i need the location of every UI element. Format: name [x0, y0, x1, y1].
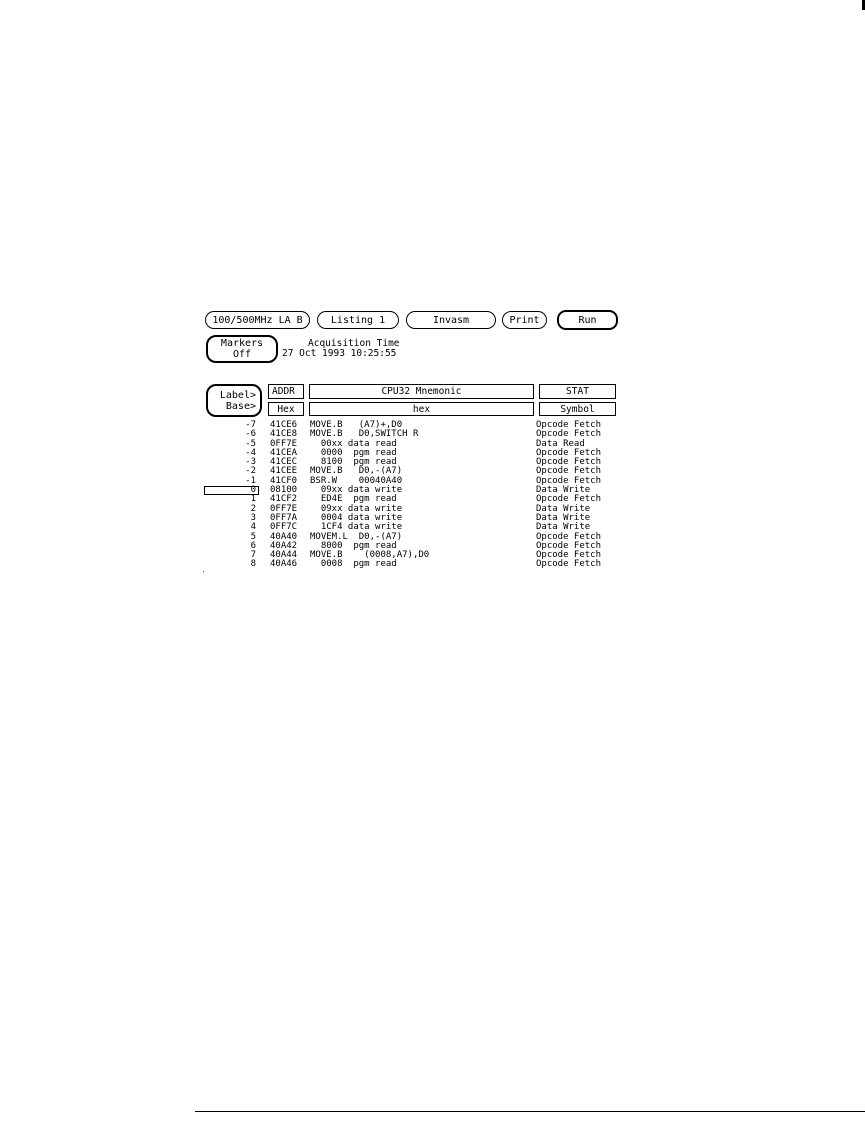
mnemonic-value: MOVE.B D0,-(A7) — [310, 466, 403, 477]
mnemonic-value: MOVE.B (0008,A7),D0 — [310, 550, 430, 561]
addr-value: 0FF7E — [270, 503, 298, 514]
stat-value: Opcode Fetch — [536, 494, 602, 505]
stat-value: Opcode Fetch — [536, 559, 602, 570]
state-number: 7 — [250, 550, 256, 561]
state-number: -4 — [245, 447, 256, 458]
run-button[interactable]: Run — [557, 310, 618, 330]
state-number: -6 — [245, 429, 256, 440]
stat-value: Opcode Fetch — [536, 540, 602, 551]
label-selector: Label> — [219, 389, 256, 401]
addr-value: 40A42 — [270, 540, 298, 551]
state-number: -3 — [245, 457, 256, 468]
mnemonic-value: MOVE.B D0,SWITCH R — [310, 429, 419, 440]
print-button[interactable]: Print — [502, 311, 547, 329]
addr-value: 41CEC — [270, 457, 298, 468]
label-base-button[interactable] — [206, 384, 262, 417]
mnemonic-label-field[interactable]: CPU32 Mnemonic — [309, 384, 534, 399]
stat-value: Data Write — [536, 522, 591, 533]
mnemonic-value: 09xx data write — [310, 503, 403, 514]
mnemonic-value: 00xx data read — [310, 438, 397, 449]
stat-value: Data Write — [536, 512, 591, 523]
state-number: -1 — [245, 475, 256, 486]
stat-value: Opcode Fetch — [536, 420, 602, 430]
addr-value: 0FF7C — [270, 522, 298, 533]
state-number: 2 — [250, 503, 256, 514]
mnemonic-value: 0008 pgm read — [310, 559, 397, 570]
mnemonic-value: MOVE.B (A7)+,D0 — [310, 420, 403, 430]
state-number: 4 — [250, 522, 256, 533]
state-number: -7 — [245, 420, 256, 430]
base-selector: Base> — [225, 400, 256, 412]
state-number: -5 — [245, 438, 256, 449]
mnemonic-value: 09xx data write — [310, 485, 403, 496]
mnemonic-value: 8000 pgm read — [310, 540, 397, 551]
mnemonic-value: BSR.W 00040A40 — [310, 475, 403, 486]
addr-value: 41CE6 — [270, 420, 298, 430]
acquisition-time-label: Acquisition Time — [308, 338, 400, 349]
stat-value: Data Write — [536, 485, 591, 496]
mnemonic-value: 0004 data write — [310, 512, 403, 523]
stat-value: Opcode Fetch — [536, 429, 602, 440]
stat-value: Opcode Fetch — [536, 457, 602, 468]
stat-value: Opcode Fetch — [536, 466, 602, 477]
stat-value: Opcode Fetch — [536, 531, 602, 542]
addr-value: 41CE8 — [270, 429, 298, 440]
state-number: 1 — [250, 494, 256, 505]
state-number: 8 — [250, 559, 256, 570]
footer-rule — [195, 1111, 865, 1112]
invasm-button[interactable]: Invasm — [406, 311, 496, 329]
addr-value: 0FF7A — [270, 512, 298, 523]
stat-value: Data Read — [536, 438, 585, 449]
addr-value: 41CEE — [270, 466, 298, 477]
state-number: 6 — [250, 540, 256, 551]
stat-value: Data Write — [536, 503, 591, 514]
mnemonic-value: 8100 pgm read — [310, 457, 397, 468]
stat-base-field[interactable]: Symbol — [539, 402, 616, 416]
acquisition-time-value: 27 Oct 1993 10:25:55 — [282, 348, 397, 359]
addr-value: 08100 — [270, 485, 298, 496]
listing-table[interactable] — [204, 421, 624, 570]
markers-value: Off — [232, 349, 252, 360]
addr-value: 0FF7E — [270, 438, 298, 449]
stat-value: Opcode Fetch — [536, 550, 602, 561]
table-row — [204, 560, 624, 569]
mnemonic-value: 0000 pgm read — [310, 447, 397, 458]
addr-base-field[interactable]: Hex — [268, 402, 304, 416]
stat-value: Opcode Fetch — [536, 475, 602, 486]
addr-value: 40A46 — [270, 559, 298, 570]
state-number: -2 — [245, 466, 256, 477]
stray-pixel — [203, 571, 204, 572]
mnemonic-value: 1CF4 data write — [310, 522, 403, 533]
listing-menu-button[interactable]: Listing 1 — [317, 311, 399, 329]
markers-label: Markers — [220, 338, 264, 349]
markers-button[interactable] — [206, 335, 278, 363]
state-number: 0 — [250, 485, 256, 496]
stat-label-field[interactable]: STAT — [539, 384, 616, 399]
addr-value: 41CF2 — [270, 494, 298, 505]
addr-value: 40A40 — [270, 531, 298, 542]
module-button[interactable]: 100/500MHz LA B — [205, 311, 310, 329]
state-number: 3 — [250, 512, 256, 523]
stat-value: Opcode Fetch — [536, 447, 602, 458]
state-number: 5 — [250, 531, 256, 542]
mnemonic-value: MOVEM.L D0,-(A7) — [310, 531, 403, 542]
mnemonic-base-field[interactable]: hex — [309, 402, 534, 416]
mnemonic-value: ED4E pgm read — [310, 494, 397, 505]
addr-value: 40A44 — [270, 550, 298, 561]
addr-label-field[interactable]: ADDR — [268, 384, 304, 399]
addr-value: 41CEA — [270, 447, 298, 458]
addr-value: 41CF0 — [270, 475, 298, 486]
